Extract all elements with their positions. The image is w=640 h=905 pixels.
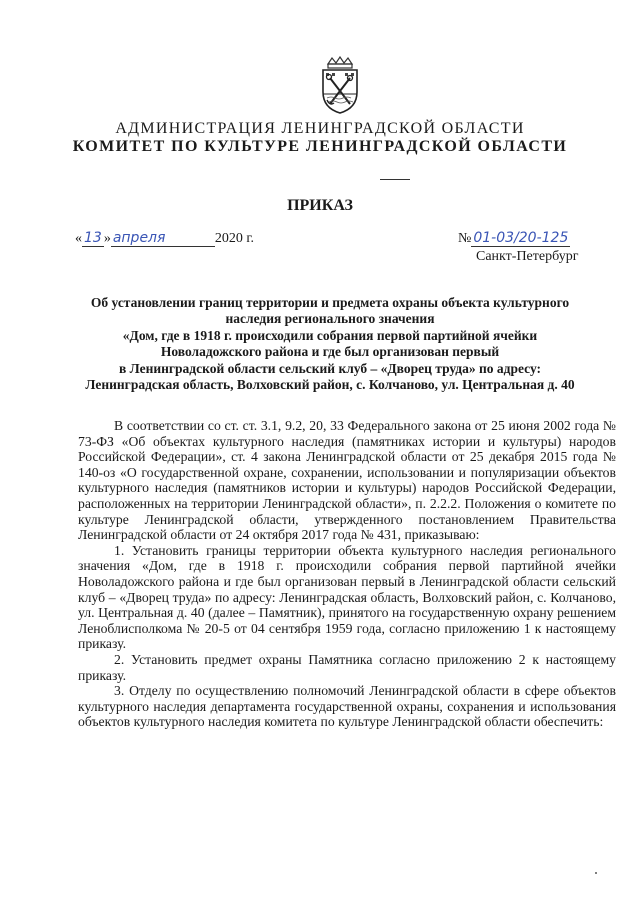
subject-line: Ленинградская область, Волховский район, с. Колчаново, ул. Центральная д. 40 (85, 377, 575, 393)
date-year: 2020 г. (214, 231, 254, 246)
subject-line: Об установлении границ территории и предмета охраны объекта культурного (90, 295, 570, 310)
order-date (75, 230, 254, 247)
date-open-quote: « (75, 231, 82, 246)
coat-of-arms-icon (318, 56, 362, 114)
org-name-line2: КОМИТЕТ ПО КУЛЬТУРЕ ЛЕНИНГРАДСКОЙ ОБЛАСТИ (72, 138, 568, 155)
order-title: ПРИКАЗ (287, 197, 353, 214)
body-paragraph: 3. Отделу по осуществлению полномочий Ленинградской области в сфере объектов культурного наследия департамента государственной охраны, сохранения и использования объектов культурного наследия комитета по культуре Ленинградской области обеспечить: (78, 683, 616, 730)
date-close-quote: » (103, 231, 111, 246)
subject-line: в Ленинградской области сельский клуб – «Дворец труда» по адресу: (118, 360, 542, 376)
order-city: Санкт-Петербург (476, 249, 579, 264)
org-name-line1: АДМИНИСТРАЦИЯ ЛЕНИНГРАДСКОЙ ОБЛАСТИ (115, 120, 525, 137)
order-subject (70, 295, 590, 393)
body-paragraph: 2. Установить предмет охраны Памятника согласно приложению 2 к настоящему приказу. (78, 651, 616, 683)
number-value: 01-03/20-125 (473, 230, 569, 246)
body-paragraph: В соответствии со ст. ст. 3.1, 9.2, 20, 33 Федерального закона от 25 июня 2002 года № 73-ФЗ «Об объектах культурного наследия (памятниках истории и культуры) народов Российской Федерации», ст. 4 закона Ленинградской области от 25 декабря 2015 года № 140-оз «О государственной охране, сохранении, использовании и популяризации объектов культурного наследия (памятников истории и культуры) народов Российской Федерации, расположенных на территории Ленинградской области», п. 2.2.2. Положения о комитете по культуре Ленинградской области, утвержденного постановлением Правительства Ленинградской области от 24 октября 2017 года № 431, приказываю: (78, 418, 616, 543)
order-number (458, 230, 570, 247)
subject-line: «Дом, где в 1918 г. происходили собрания первой партийной ячейки (122, 327, 538, 343)
date-month: апреля (111, 230, 215, 247)
divider (380, 179, 410, 180)
subject-line: Новоладожского района и где был организован первый (160, 344, 500, 360)
page-mark (595, 872, 597, 874)
subject-line: наследия регионального значения (225, 311, 435, 327)
body-paragraph: 1. Установить границы территории объекта культурного наследия регионального значения «Дом, где в 1918 г. происходили собрания первой партийной ячейки Новоладожского района и где был организован первый в Ленинградской области сельский клуб – «Дворец труда» по адресу: Ленинградская область, Волховский район, с. Колчаново, ул. Центральная д. 40 (далее – Памятник), принятого на государственную охрану решением Леноблисполкома № 20-5 от 04 сентября 1959 года, согласно приложению 1 к настоящему приказу. (78, 542, 616, 652)
order-body (78, 418, 616, 730)
number-prefix: № (458, 231, 472, 246)
date-day: 13 (84, 230, 102, 246)
